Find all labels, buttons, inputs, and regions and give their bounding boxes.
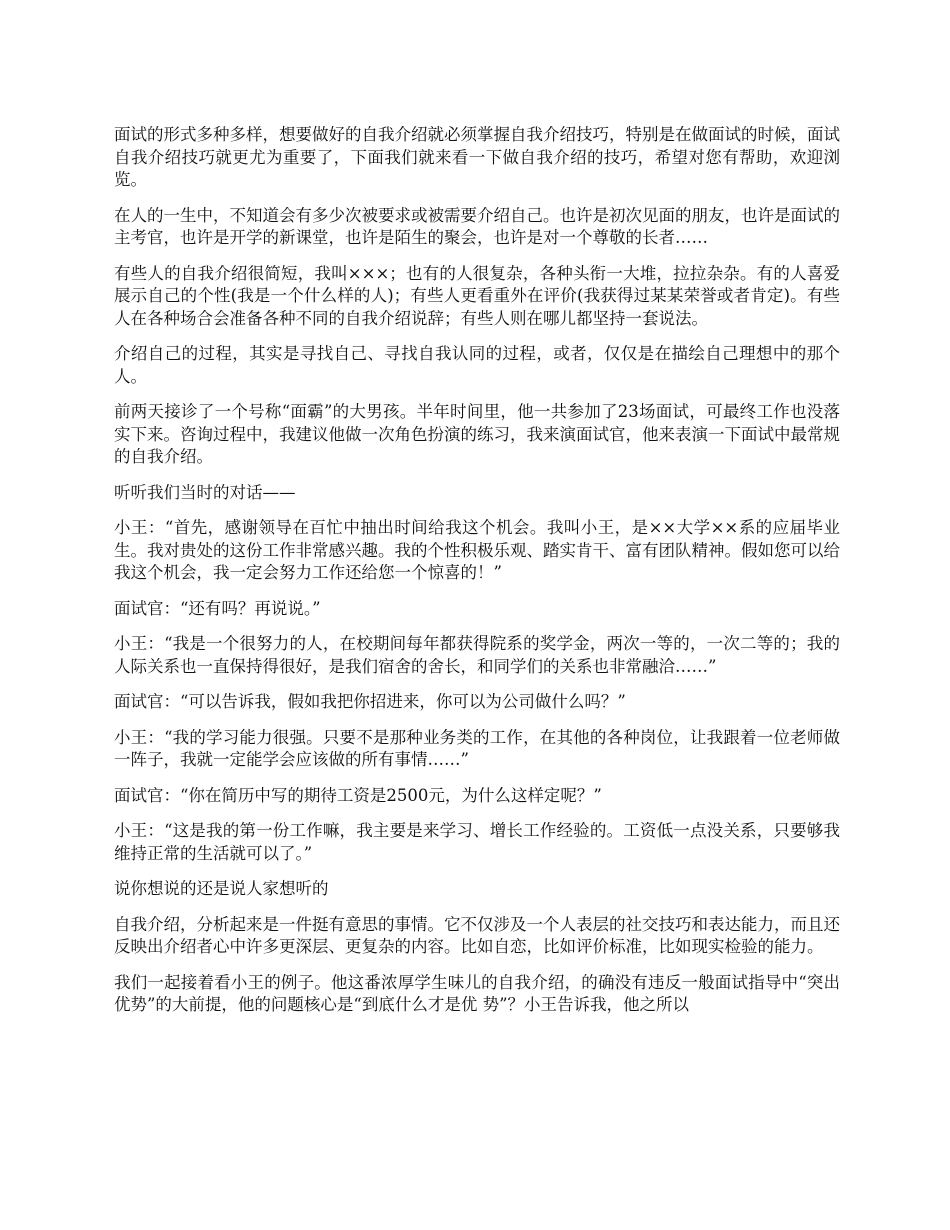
paragraph-dialogue-4: 面试官：“可以告诉我，假如我把你招进来，你可以为公司做什么吗？”	[114, 692, 626, 711]
paragraph-dialogue-5: 小王：“我的学习能力很强。只要不是那种业务类的工作，在其他的各种岗位，让我跟着一位老师做一阵子，我就一定能学会应该做的所有事情……”	[114, 727, 840, 769]
paragraph-dialogue-3: 小王：“我是一个很努力的人，在校期间每年都获得院系的奖学金，两次一等的，一次二等的；我的人际关系也一直保持得很好，是我们宿舍的舍长，和同学们的关系也非常融洽……”	[114, 634, 840, 676]
paragraph-dialogue-intro: 听听我们当时的对话——	[114, 482, 296, 502]
paragraph-dialogue-2: 面试官：“还有吗？再说说。”	[114, 598, 321, 618]
section-heading: 说你想说的还是说人家想听的	[114, 879, 329, 898]
paragraph-process: 介绍自己的过程，其实是寻找自己、寻找自我认同的过程，或者，仅仅是在描绘自己理想中的那个人。	[114, 344, 840, 386]
paragraph-analysis: 自我介绍，分析起来是一件挺有意思的事情。它不仅涉及一个人表层的社交技巧和表达能力，而且还反映出介绍者心中许多更深层、更复杂的内容。比如自恋，比如评价标准，比如现实检验的能力。	[114, 914, 840, 956]
paragraph-case: 前两天接诊了一个号称“面霸”的大男孩。半年时间里，他一共参加了23场面试，可最终工作也没落实下来。咨询过程中，我建议他做一次角色扮演的练习，我来演面试官，他来表演一下面试中最常规的自我介绍。	[114, 402, 840, 466]
paragraph-example: 我们一起接着看小王的例子。他这番浓厚学生味儿的自我介绍，的确没有违反一般面试指导中“突出优势”的大前提，他的问题核心是“到底什么才是优 势”？小王告诉我，他之所以	[114, 972, 840, 1014]
paragraph-dialogue-6: 面试官：“你在简历中写的期待工资是2500元，为什么这样定呢？”	[114, 785, 602, 805]
paragraph-intro: 面试的形式多种多样，想要做好的自我介绍就必须掌握自我介绍技巧，特别是在做面试的时候，面试自我介绍技巧就更尤为重要了，下面我们就来看一下做自我介绍的技巧，希望对您有帮助，欢迎浏览。	[114, 125, 840, 189]
paragraph-styles: 有些人的自我介绍很简短，我叫×××；也有的人很复杂，各种头衔一大堆，拉拉杂杂。有的人喜爱展示自己的个性(我是一个什么样的人)；有些人更看重外在评价(我获得过某某荣誉或者肯定)。有些人在各种场合会准备各种不同的自我介绍说辞；有些人则在哪儿都坚持一套说法。	[114, 263, 840, 328]
paragraph-dialogue-7: 小王：“这是我的第一份工作嘛，我主要是来学习、增长工作经验的。工资低一点没关系，只要够我维持正常的生活就可以了。”	[114, 821, 840, 863]
document-body	[114, 124, 840, 1030]
paragraph-life: 在人的一生中，不知道会有多少次被要求或被需要介绍自己。也许是初次见面的朋友，也许是面试的主考官，也许是开学的新课堂，也许是陌生的聚会，也许是对一个尊敬的长者……	[114, 205, 840, 247]
paragraph-dialogue-1: 小王：“首先，感谢领导在百忙中抽出时间给我这个机会。我叫小王，是××大学××系的应届毕业生。我对贵处的这份工作非常感兴趣。我的个性积极乐观、踏实肯干、富有团队精神。假如您可以给我这个机会，我一定会努力工作还给您一个惊喜的！”	[114, 518, 840, 582]
